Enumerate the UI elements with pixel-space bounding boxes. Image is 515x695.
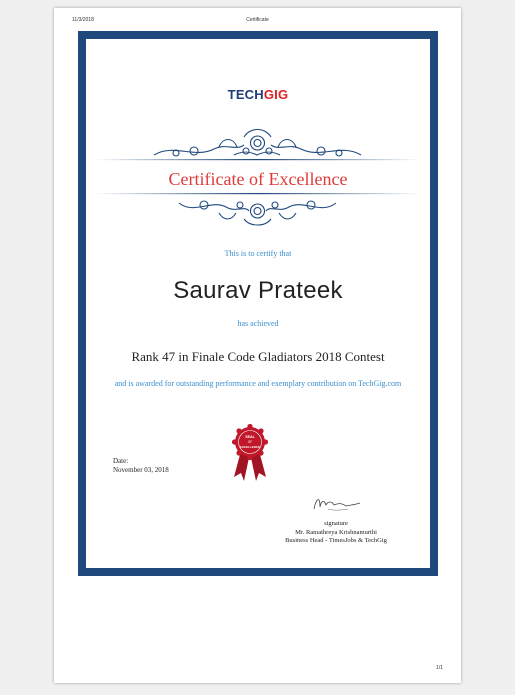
top-ornament-icon: [94, 125, 421, 165]
recipient-name: Saurav Prateek: [173, 277, 343, 304]
bottom-ornament-icon: [94, 189, 421, 229]
achievement-text: Rank 47 in Finale Code Gladiators 2018 Contest: [131, 349, 385, 364]
signatory-title: Business Head - TimesJobs & TechGig: [285, 537, 387, 544]
award-text: and is awarded for outstanding performance and exemplary contribution on TechGig.com: [114, 379, 402, 388]
techgig-logo: [86, 87, 430, 102]
print-title: Certificate: [246, 17, 269, 23]
logo-tech: TECH: [227, 87, 264, 102]
signature-label: signature: [324, 520, 348, 527]
svg-text:SEAL: SEAL: [245, 435, 255, 439]
certificate-border: [78, 31, 438, 576]
page-number: 1/1: [436, 665, 443, 671]
date-label: Date:: [113, 457, 129, 465]
signatory-name: Mr. Ramathreya Krishnamurthi: [295, 528, 377, 536]
signature-block: [266, 520, 406, 546]
certificate-body: [86, 39, 430, 568]
print-date: 11/3/2018: [72, 17, 94, 23]
logo-gig: GIG: [263, 87, 289, 102]
svg-text:OF: OF: [247, 440, 253, 444]
certificate-title: Certificate of Excellence: [168, 169, 348, 189]
signature-icon: [308, 491, 364, 515]
certify-text: This is to certify that: [224, 249, 292, 258]
svg-text:EXCELLENCE: EXCELLENCE: [239, 445, 261, 449]
date-value: November 03, 2018: [113, 466, 169, 474]
achieved-text: has achieved: [237, 319, 279, 328]
seal-of-excellence-icon: [230, 423, 270, 483]
pdf-page: [54, 8, 461, 683]
